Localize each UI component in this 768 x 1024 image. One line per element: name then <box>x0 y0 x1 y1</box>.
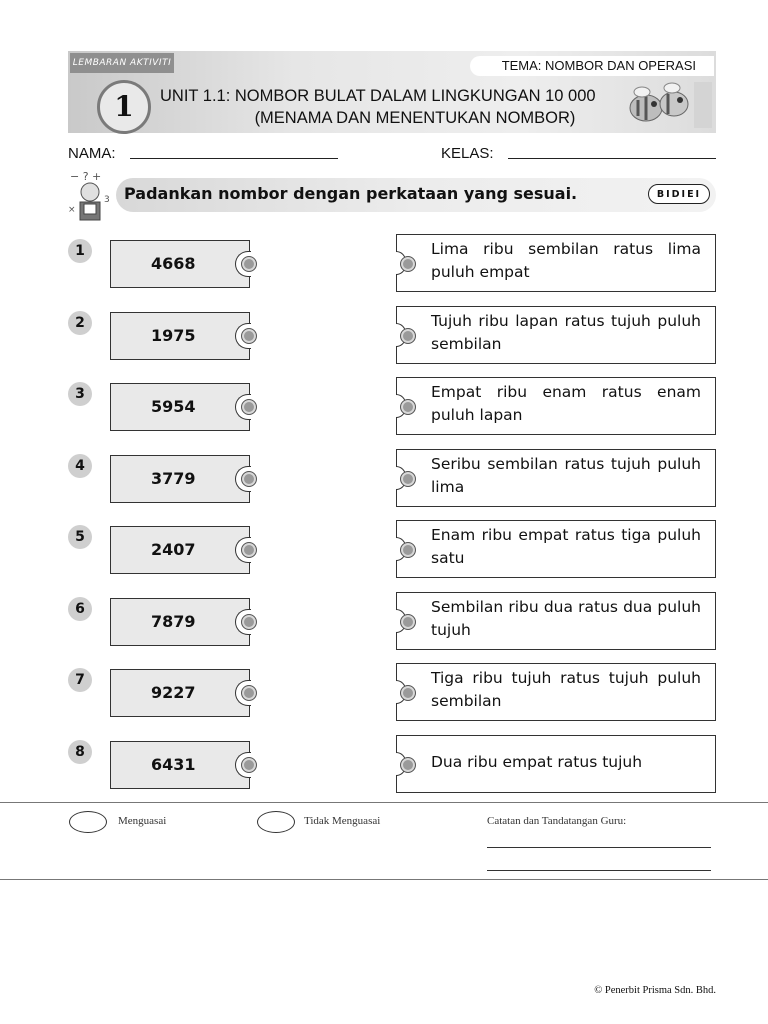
number-card[interactable]: 7879 <box>110 598 250 646</box>
number-card[interactable]: 2407 <box>110 526 250 574</box>
mastered-label: Menguasai <box>118 815 167 827</box>
number-connector-dot-icon[interactable] <box>241 757 257 773</box>
words-card[interactable]: Seribu sembilan ratus tujuh puluh lima <box>396 449 716 507</box>
row-number: 4 <box>68 454 92 478</box>
words-card[interactable]: Lima ribu sembilan ratus lima puluh empat <box>396 234 716 292</box>
svg-text:×: × <box>68 205 76 215</box>
words-connector-dot-icon[interactable] <box>400 399 416 415</box>
number-connector-dot-icon[interactable] <box>241 471 257 487</box>
words-connector-dot-icon[interactable] <box>400 614 416 630</box>
unit-number-badge: 1 <box>97 80 151 134</box>
unit-subtitle: (MENAMA DAN MENENTUKAN NOMBOR) <box>254 109 576 127</box>
number-connector-dot-icon[interactable] <box>241 328 257 344</box>
unit-title: UNIT 1.1: NOMBOR BULAT DALAM LINGKUNGAN 10 000 <box>160 87 596 105</box>
words-connector-dot-icon[interactable] <box>400 685 416 701</box>
copyright-text: © Penerbit Prisma Sdn. Bhd. <box>594 985 716 996</box>
words-connector-dot-icon[interactable] <box>400 757 416 773</box>
bee-illustration-icon <box>616 78 714 132</box>
number-card[interactable]: 9227 <box>110 669 250 717</box>
number-card[interactable]: 6431 <box>110 741 250 789</box>
teacher-notes-line-1[interactable] <box>487 847 711 848</box>
teacher-illustration-icon <box>66 168 118 226</box>
name-field[interactable] <box>130 158 338 159</box>
name-label: NAMA: <box>68 145 116 162</box>
words-connector-dot-icon[interactable] <box>400 542 416 558</box>
class-field[interactable] <box>508 158 716 159</box>
number-card[interactable]: 3779 <box>110 455 250 503</box>
words-card[interactable]: Sembilan ribu dua ratus dua puluh tujuh <box>396 592 716 650</box>
words-card[interactable]: Tujuh ribu lapan ratus tujuh puluh sembilan <box>396 306 716 364</box>
words-card[interactable]: Enam ribu empat ratus tiga puluh satu <box>396 520 716 578</box>
activity-tab: LEMBARAN AKTIVITI <box>70 53 174 73</box>
teacher-notes-line-2[interactable] <box>487 870 711 871</box>
words-card[interactable]: Dua ribu empat ratus tujuh <box>396 735 716 793</box>
row-number: 2 <box>68 311 92 335</box>
theme-label: TEMA: NOMBOR DAN OPERASI <box>470 56 714 76</box>
number-connector-dot-icon[interactable] <box>241 399 257 415</box>
row-number: 1 <box>68 239 92 263</box>
instruction-text: Padankan nombor dengan perkataan yang sesuai. <box>124 184 578 203</box>
words-connector-dot-icon[interactable] <box>400 471 416 487</box>
words-connector-dot-icon[interactable] <box>400 256 416 272</box>
bidiei-badge: BIDIEI <box>648 184 710 204</box>
number-connector-dot-icon[interactable] <box>241 685 257 701</box>
number-card[interactable]: 4668 <box>110 240 250 288</box>
not-mastered-label: Tidak Menguasai <box>304 815 381 827</box>
number-card[interactable]: 5954 <box>110 383 250 431</box>
svg-text:3: 3 <box>104 195 110 205</box>
class-label: KELAS: <box>441 145 494 162</box>
footer-divider-top <box>0 802 768 803</box>
svg-text:− ? +: − ? + <box>70 170 102 183</box>
footer-divider-bottom <box>0 879 768 880</box>
row-number: 3 <box>68 382 92 406</box>
row-number: 8 <box>68 740 92 764</box>
row-number: 5 <box>68 525 92 549</box>
number-card[interactable]: 1975 <box>110 312 250 360</box>
number-connector-dot-icon[interactable] <box>241 256 257 272</box>
words-card[interactable]: Tiga ribu tujuh ratus tujuh puluh sembilan <box>396 663 716 721</box>
mastered-checkbox[interactable] <box>69 811 107 833</box>
number-connector-dot-icon[interactable] <box>241 614 257 630</box>
teacher-notes-label: Catatan dan Tandatangan Guru: <box>487 815 627 827</box>
row-number: 7 <box>68 668 92 692</box>
number-connector-dot-icon[interactable] <box>241 542 257 558</box>
words-connector-dot-icon[interactable] <box>400 328 416 344</box>
row-number: 6 <box>68 597 92 621</box>
words-card[interactable]: Empat ribu enam ratus enam puluh lapan <box>396 377 716 435</box>
not-mastered-checkbox[interactable] <box>257 811 295 833</box>
